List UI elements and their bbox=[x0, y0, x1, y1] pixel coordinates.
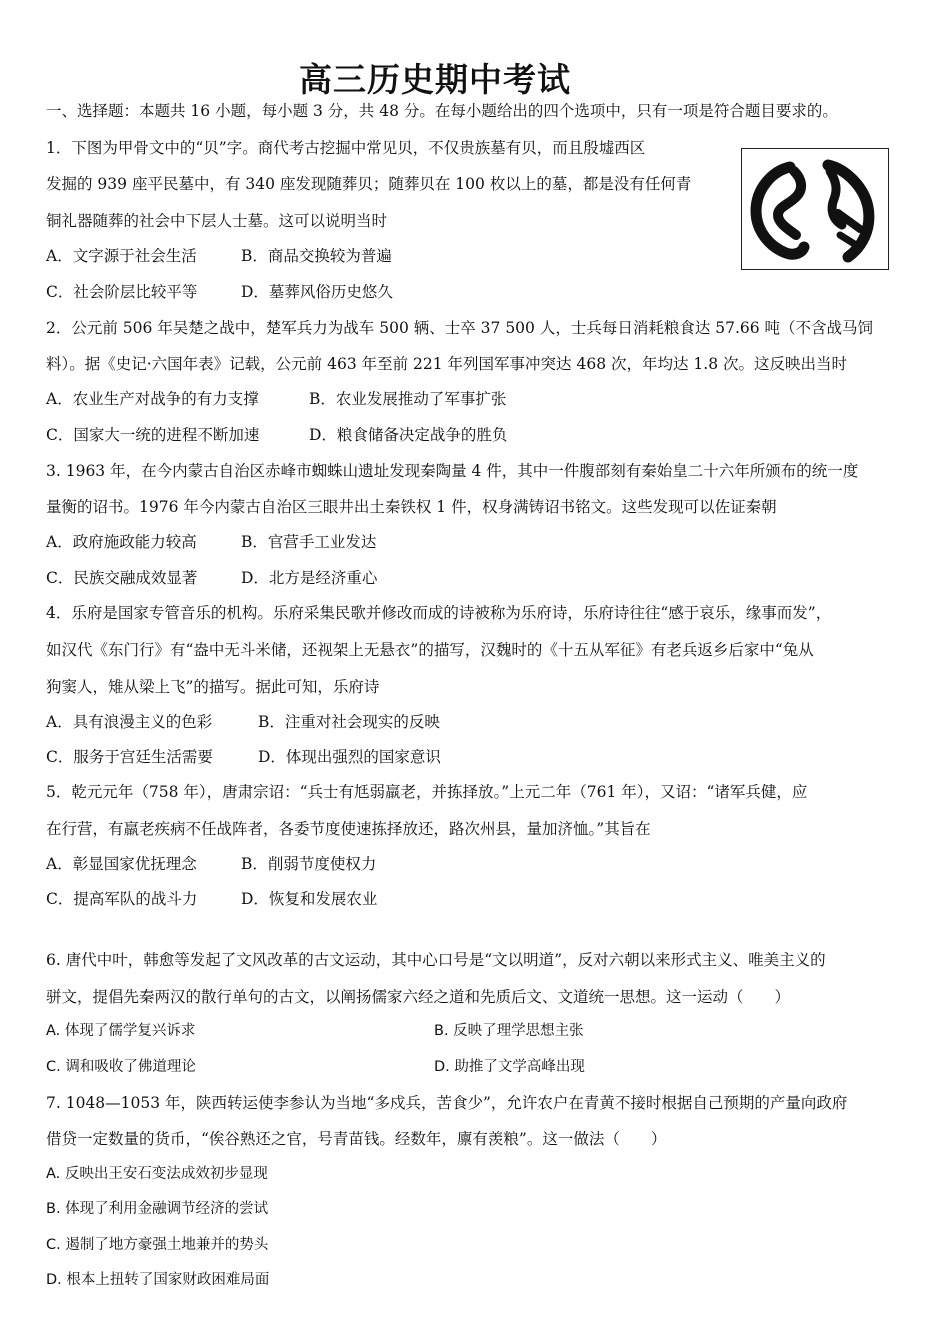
q1-option-d: D．墓葬风俗历史悠久 bbox=[241, 283, 393, 301]
q2-line-1: 2．公元前 506 年吴楚之战中，楚军兵力为战车 500 辆、士卒 37 500 人，士兵每日消耗粮食达 57.66 吨（不含战马饲 bbox=[46, 319, 874, 337]
q6-option-b: B. 反映了理学思想主张 bbox=[434, 1023, 584, 1039]
q3-option-a: A．政府施政能力较高 bbox=[46, 533, 197, 551]
q7-line-1: 7. 1048—1053 年，陕西转运使李参认为当地“多戍兵，苦食少”，允许农户在青黄不接时根据自己预期的产量向政府 bbox=[46, 1094, 848, 1112]
q7-option-a: A. 反映出王安石变法成效初步显现 bbox=[46, 1166, 268, 1182]
section-instructions: 一、选择题：本题共 16 小题，每小题 3 分，共 48 分。在每小题给出的四个选项中，只有一项是符合题目要求的。 bbox=[46, 102, 838, 120]
q2-line-2: 料）。据《史记·六国年表》记载，公元前 463 年至前 221 年列国军事冲突达 468 次，年均达 1.8 次。这反映出当时 bbox=[46, 355, 848, 373]
q1-line-3: 铜礼器随葬的社会中下层人士墓。这可以说明当时 bbox=[46, 212, 388, 230]
oracle-bone-bei-glyph bbox=[742, 149, 887, 268]
q4-option-a: A．具有浪漫主义的色彩 bbox=[46, 713, 213, 731]
q2-option-c: C．国家大一统的进程不断加速 bbox=[46, 426, 260, 444]
q5-line-1: 5．乾元元年（758 年），唐肃宗诏：“兵士有尪弱羸老，并拣择放。”上元二年（761 年），又诏：“诸军兵健，应 bbox=[46, 783, 808, 801]
q1-option-b: B．商品交换较为普遍 bbox=[241, 247, 392, 265]
q4-line-3: 狗窦人，雉从梁上飞”的描写。据此可知，乐府诗 bbox=[46, 678, 380, 696]
q4-line-1: 4．乐府是国家专管音乐的机构。乐府采集民歌并修改而成的诗被称为乐府诗，乐府诗往往“感于哀乐，缘事而发”， bbox=[46, 604, 832, 622]
page-title: 高三历史期中考试 bbox=[299, 60, 571, 99]
q1-line-2: 发掘的 939 座平民墓中，有 340 座发现随葬贝；随葬贝在 100 枚以上的墓，都是没有任何青 bbox=[46, 175, 692, 193]
q6-option-a: A. 体现了儒学复兴诉求 bbox=[46, 1023, 196, 1039]
q1-option-a: A．文字源于社会生活 bbox=[46, 247, 197, 265]
q7-line-2: 借贷一定数量的货币，“俟谷熟还之官，号青苗钱。经数年，廪有羡粮”。这一做法（ ） bbox=[46, 1130, 667, 1148]
q3-line-2: 量衡的诏书。1976 年今内蒙古自治区三眼井出土秦铁权 1 件，权身满铸诏书铭文。这些发现可以佐证秦朝 bbox=[46, 498, 777, 516]
q6-line-1: 6. 唐代中叶，韩愈等发起了文风改革的古文运动，其中心口号是“文以明道”，反对六朝以来形式主义、唯美主义的 bbox=[46, 951, 826, 969]
q4-option-b: B．注重对社会现实的反映 bbox=[258, 713, 440, 731]
q1-option-c: C．社会阶层比较平等 bbox=[46, 283, 198, 301]
q5-line-2: 在行营，有羸老疾病不任战阵者，各委节度使速拣择放还，路次州县，量加济恤。”其旨在 bbox=[46, 820, 651, 838]
q2-option-a: A．农业生产对战争的有力支撑 bbox=[46, 390, 259, 408]
q2-option-d: D．粮食储备决定战争的胜负 bbox=[309, 426, 508, 444]
q5-option-a: A．彰显国家优抚理念 bbox=[46, 855, 197, 873]
q5-option-c: C．提高军队的战斗力 bbox=[46, 890, 198, 908]
q3-line-1: 3. 1963 年，在今内蒙古自治区赤峰市蜘蛛山遗址发现秦陶量 4 件，其中一件腹部刻有秦始皇二十六年所颁布的统一度 bbox=[46, 462, 859, 480]
q6-option-d: D. 助推了文学高峰出现 bbox=[434, 1059, 585, 1075]
q7-option-b: B. 体现了利用金融调节经济的尝试 bbox=[46, 1201, 269, 1217]
q4-option-c: C．服务于宫廷生活需要 bbox=[46, 748, 213, 766]
q2-option-b: B．农业发展推动了军事扩张 bbox=[309, 390, 507, 408]
q4-line-2: 如汉代《东门行》有“盎中无斗米储，还视架上无悬衣”的描写，汉魏时的《十五从军征》有老兵返乡后家中“兔从 bbox=[46, 641, 814, 659]
oracle-bone-bei-image bbox=[741, 148, 889, 270]
q6-option-c: C. 调和吸收了佛道理论 bbox=[46, 1059, 196, 1075]
q3-option-b: B．官营手工业发达 bbox=[241, 533, 377, 551]
q4-option-d: D．体现出强烈的国家意识 bbox=[258, 748, 441, 766]
q3-option-c: C．民族交融成效显著 bbox=[46, 569, 198, 587]
q3-option-d: D．北方是经济重心 bbox=[241, 569, 378, 587]
q6-line-2: 骈文，提倡先秦两汉的散行单句的古文，以阐扬儒家六经之道和先质后文、文道统一思想。这一运动（ ） bbox=[46, 988, 791, 1006]
q5-option-d: D．恢复和发展农业 bbox=[241, 890, 378, 908]
q7-option-c: C. 遏制了地方豪强土地兼并的势头 bbox=[46, 1237, 269, 1253]
q7-option-d: D. 根本上扭转了国家财政困难局面 bbox=[46, 1272, 270, 1288]
q5-option-b: B．削弱节度使权力 bbox=[241, 855, 377, 873]
q1-line-1: 1．下图为甲骨文中的“贝”字。商代考古挖掘中常见贝，不仅贵族墓有贝，而且殷墟西区 bbox=[46, 139, 646, 157]
